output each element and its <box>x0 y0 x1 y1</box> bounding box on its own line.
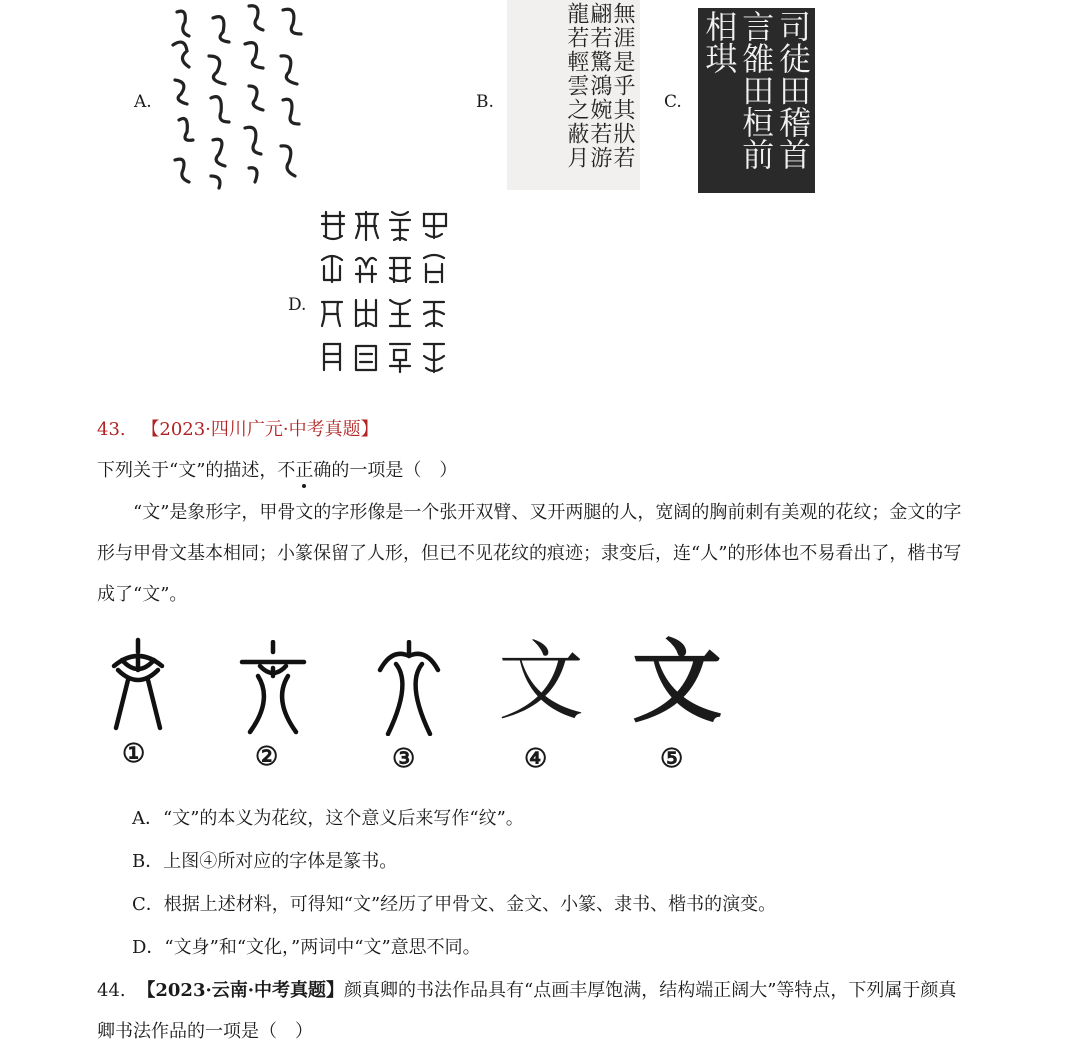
option-a-calligraphy-image <box>165 0 310 195</box>
question-43-number: 43. <box>97 419 126 440</box>
option-b-rubbing-image <box>507 0 640 190</box>
question-44-source: 【2023·云南·中考真题】 <box>137 980 345 1001</box>
figure-2-bronze-glyph <box>238 640 308 736</box>
option-b-rubbing-text: 無涯是乎其狀若翩若驚鴻婉若游龍若輕雲之蔽月 <box>563 2 635 170</box>
figure-3-seal-glyph <box>374 640 444 736</box>
figure-5-number: ⑤ <box>660 744 684 774</box>
question-43-choice-d[interactable]: D．“文身”和“文化，”两词中“文”意思不同。 <box>132 937 481 958</box>
figure-4-clerical-glyph: 文 <box>498 632 584 732</box>
question-44-text-line-1: 颜真卿的书法作品具有“点画丰厚饱满，结构端正阔大”等特点，下列属于颜真 <box>344 980 957 1001</box>
figure-1-number: ① <box>122 739 146 769</box>
figure-4-number: ④ <box>524 744 548 774</box>
option-d-seal-script-image <box>318 208 454 393</box>
question-43-prompt-emphasis: 不正确 <box>277 456 331 482</box>
question-43-choice-c[interactable]: C．根据上述材料，可得知“文”经历了甲骨文、金文、小篆、隶书、楷书的演变。 <box>132 894 777 915</box>
question-43-choice-a[interactable]: A．“文”的本义为花纹，这个意义后来写作“纹”。 <box>132 808 524 829</box>
option-c-rubbing-image <box>698 8 815 193</box>
question-43-prompt-before: 下列关于“文”的描述， <box>97 460 278 481</box>
option-c-label: C. <box>664 92 682 112</box>
question-43-header <box>97 415 379 441</box>
question-43-choice-b[interactable]: B．上图④所对应的字体是篆书。 <box>132 851 398 872</box>
question-43-prompt <box>97 456 457 482</box>
question-43-source: 【2023·四川广元·中考真题】 <box>141 419 379 440</box>
wen-evolution-figure <box>100 629 740 742</box>
question-44-number: 44. <box>97 980 126 1001</box>
question-43-prompt-after: 的一项是（ ） <box>331 460 458 481</box>
question-44-line-1 <box>97 976 956 1002</box>
option-a-label: A. <box>134 92 152 112</box>
option-d-label: D. <box>288 295 307 315</box>
figure-5-regular-glyph: 文 <box>632 629 722 735</box>
option-b-label: B. <box>476 92 494 112</box>
option-c-rubbing-text: 司徒田稽首言雒田桓前相琪 <box>700 10 812 170</box>
figure-2-number: ② <box>255 742 279 772</box>
question-43-passage: “文”是象形字，甲骨文的字形像是一个张开双臂、叉开两腿的人，宽阔的胸前刺有美观的花纹；金文的字形与甲骨文基本相同；小篆保留了人形，但已不见花纹的痕迹；隶变后，连“人”的形体也不易看出了，楷书写成了“文”。 <box>97 502 962 605</box>
question-44-line-2: 卿书法作品的一项是（ ） <box>97 1021 313 1042</box>
figure-1-oracle-glyph <box>108 636 168 736</box>
figure-3-number: ③ <box>392 744 416 774</box>
